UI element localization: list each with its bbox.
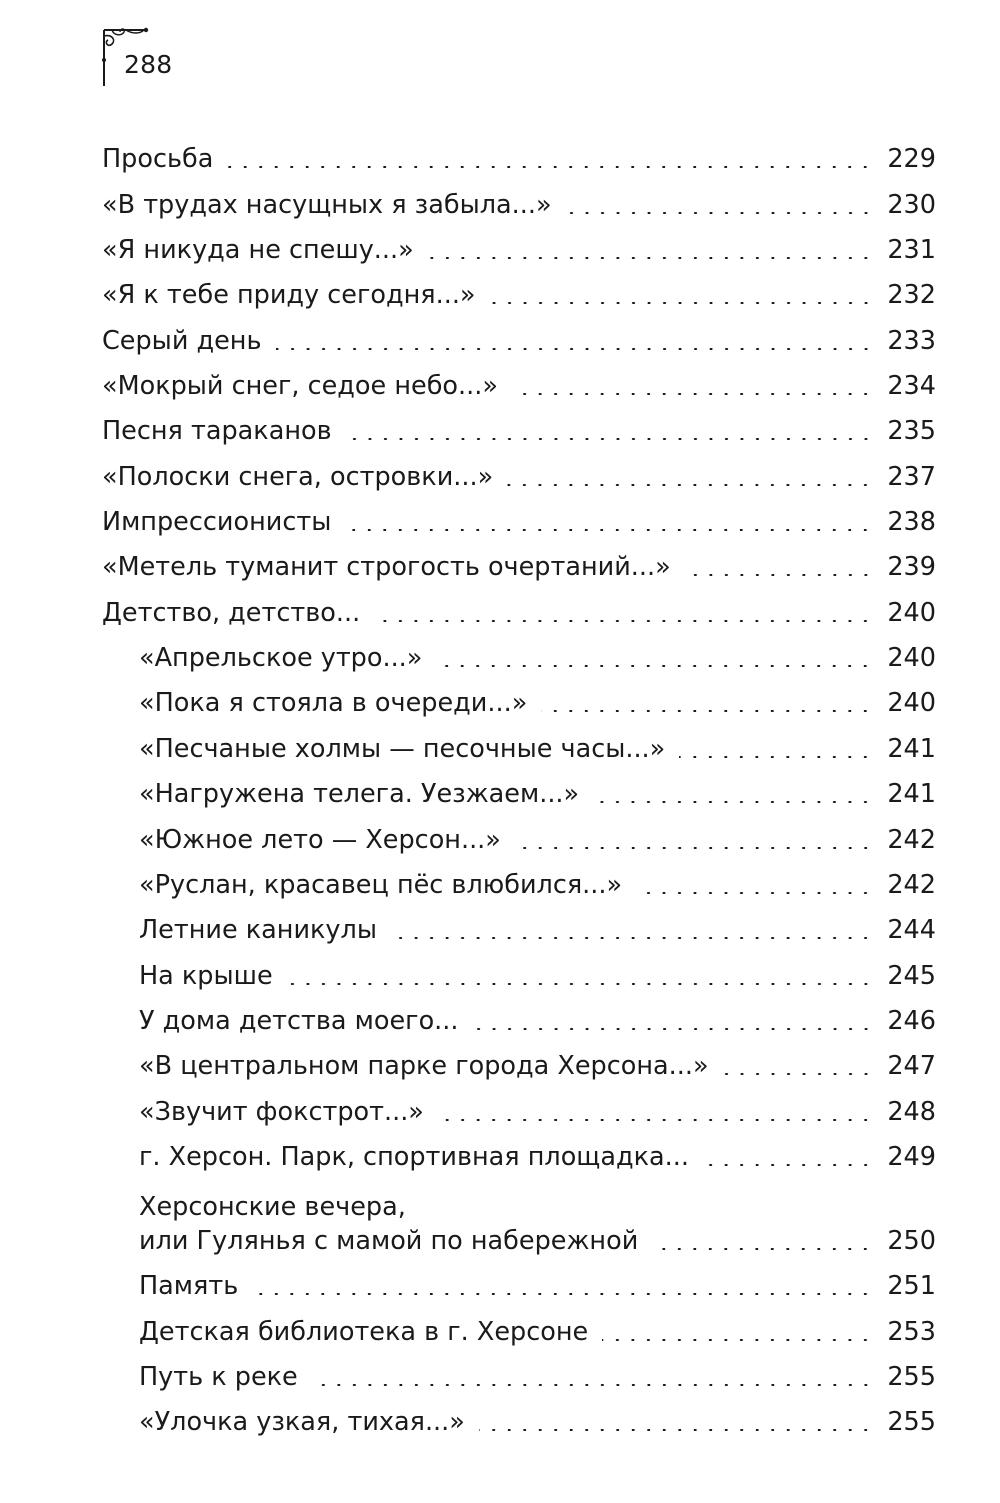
toc-entry-title: Путь к реке [139,1361,298,1392]
dot-leader [566,212,874,214]
dot-leader [428,257,874,259]
toc-entry [102,544,936,589]
dot-leader [723,1073,874,1075]
toc-entry-title: Просьба [102,144,214,175]
toc-entry-page: 229 [887,144,936,175]
toc-entry-page: 240 [887,597,936,628]
dot-leader [346,438,874,440]
toc-entry [102,862,936,907]
toc-entry-title: «Нагружена телега. Уезжаем...» [139,779,580,810]
toc-entry [102,907,936,952]
toc-entry [102,363,936,408]
toc-entry-page: 253 [887,1316,936,1347]
dot-leader [473,1028,874,1030]
toc-entry-title: На крыше [139,960,273,991]
toc-entry-page: 240 [887,643,936,674]
dot-leader [490,302,874,304]
toc-entry-title: «Улочка узкая, тихая...» [139,1407,465,1438]
dot-leader [652,1248,873,1250]
toc-entry-page: 242 [887,869,936,900]
toc-entry-title-line1: Херсонские вечера, [139,1191,406,1222]
toc-entry-title: «Пока я стояла в очереди...» [139,688,528,719]
toc-entry-page: 231 [887,235,936,266]
toc-entry-title: «Апрельское утро...» [139,643,423,674]
toc-entry-title: Серый день [102,325,262,356]
toc-entry [102,408,936,453]
page-number: 288 [124,50,173,79]
toc-entry-title-line2: или Гулянья с мамой по набережной [139,1225,639,1256]
toc-entry-page: 241 [887,779,936,810]
toc-entry [102,952,936,997]
toc-entry-page: 245 [887,960,936,991]
toc-entry [102,680,936,725]
dot-leader [438,1119,873,1121]
dot-leader [227,166,873,168]
toc-entry-page: 249 [887,1141,936,1172]
toc-entry-page: 255 [887,1361,936,1392]
dot-leader [479,1429,873,1431]
toc-entry-page: 233 [887,325,936,356]
dot-leader [276,348,874,350]
toc-entry [102,1354,936,1399]
toc-entry-page: 244 [887,915,936,946]
dot-leader [636,892,873,894]
toc-entry-page: 232 [887,280,936,311]
toc-entry [102,227,936,272]
toc-entry [102,589,936,634]
toc-entry-title: «Я к тебе приду сегодня...» [102,280,476,311]
toc-entry-page: 247 [887,1051,936,1082]
toc-entry [102,816,936,861]
toc-entry-title: У дома детства моего... [139,1005,459,1036]
toc-entry-title: «В центральном парке города Херсона...» [139,1051,709,1082]
dot-leader [541,710,873,712]
toc-entry [102,1399,936,1444]
toc-entry-page: 251 [887,1271,936,1302]
toc-entry [102,317,936,362]
toc-entry-title: «Я никуда не спешу...» [102,235,414,266]
dot-leader [287,983,874,985]
dot-leader [436,665,873,667]
toc-entry-page: 234 [887,371,936,402]
toc-entry-title: Летние каникулы [139,915,377,946]
toc-entry-title: «Руслан, красавец пёс влюбился...» [139,869,623,900]
toc-entry [102,1263,936,1308]
dot-leader [679,756,873,758]
toc-entry-title: Песня тараканов [102,416,332,447]
toc-entry [102,1134,936,1179]
toc-entry-page: 235 [887,416,936,447]
toc-entry [102,499,936,544]
dot-leader [515,847,873,849]
toc-entry [102,771,936,816]
toc-entry-title: Детство, детство... [102,597,361,628]
toc-entry-title: Импрессионисты [102,507,332,538]
toc-entry-page: 242 [887,824,936,855]
toc-entry-title: г. Херсон. Парк, спортивная площадка... [139,1141,689,1172]
toc-entry-page: 248 [887,1096,936,1127]
toc-entry [102,1308,936,1353]
toc-entry-page: 240 [887,688,936,719]
toc-entry [102,453,936,498]
dot-leader [602,1339,873,1341]
toc-entry-title: «Полоски снега, островки...» [102,461,494,492]
toc-entry-title: «В трудах насущных я забыла...» [102,189,552,220]
toc-entry [102,998,936,1043]
dot-leader [512,393,873,395]
toc-entry-page: 250 [887,1225,936,1256]
dot-leader [593,801,873,803]
toc-entry-title: Детская библиотека в г. Херсоне [139,1316,589,1347]
dot-leader [685,574,874,576]
toc-entry-title: «Метель туманит строгость очертаний...» [102,552,671,583]
toc-entry-page: 239 [887,552,936,583]
toc-entry-title [139,1190,638,1258]
table-of-contents [102,136,936,1444]
toc-entry [102,1179,936,1263]
toc-entry-title: «Мокрый снег, седое небо...» [102,371,498,402]
toc-entry-title: «Песчаные холмы — песочные часы...» [139,733,666,764]
dot-leader [252,1293,873,1295]
toc-entry [102,136,936,181]
toc-entry-page: 237 [887,461,936,492]
dot-leader [703,1164,873,1166]
toc-entry [102,1043,936,1088]
dot-leader [391,937,873,939]
toc-entry-title: «Звучит фокстрот...» [139,1096,424,1127]
toc-entry [102,635,936,680]
toc-entry-page: 241 [887,733,936,764]
dot-leader [507,484,873,486]
toc-entry [102,1088,936,1133]
dot-leader [374,620,873,622]
dot-leader [312,1384,874,1386]
dot-leader [345,529,873,531]
toc-entry-page: 246 [887,1005,936,1036]
toc-entry-page: 238 [887,507,936,538]
toc-entry [102,272,936,317]
toc-entry-page: 230 [887,189,936,220]
toc-entry [102,725,936,770]
toc-entry-title: Память [139,1271,239,1302]
toc-entry-page: 255 [887,1407,936,1438]
toc-entry [102,181,936,226]
toc-entry-title: «Южное лето — Херсон...» [139,824,501,855]
